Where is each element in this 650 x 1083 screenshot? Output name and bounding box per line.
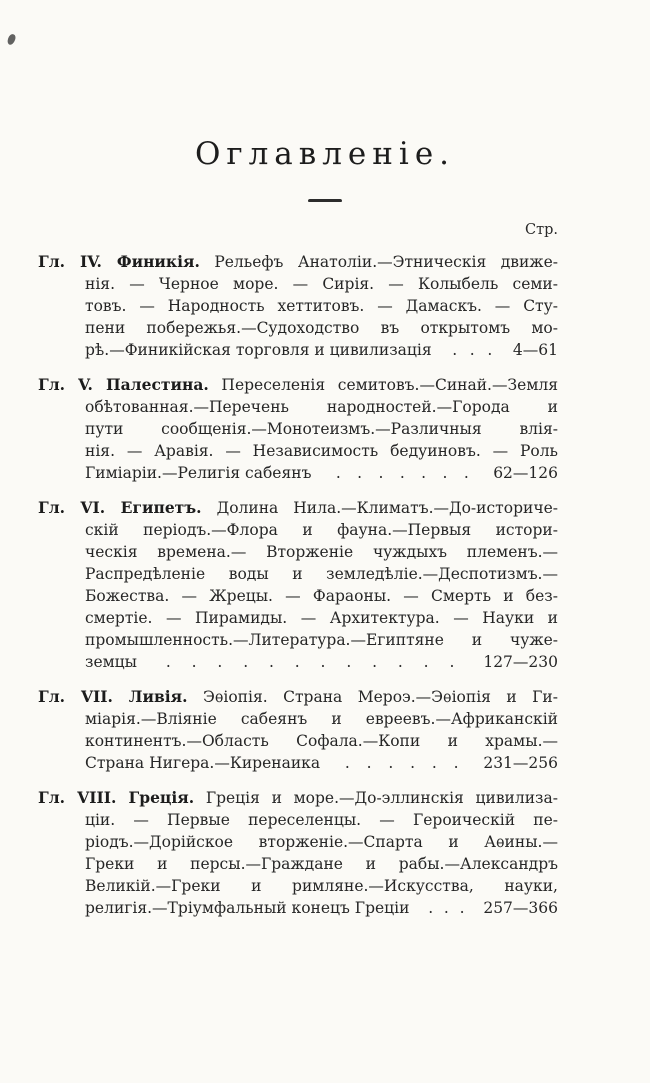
- toc-line: нія. — Черное море. — Сирія. — Колыбель семи-: [85, 275, 558, 293]
- toc-last-line: [38, 897, 558, 919]
- text-block: [38, 222, 558, 919]
- leader-dot: .: [452, 341, 458, 359]
- page-range: 62—126: [493, 464, 558, 482]
- dot-leaders: [417, 897, 475, 919]
- dot-leaders: [328, 752, 475, 774]
- title-divider: [308, 199, 342, 202]
- leader-dot: .: [428, 899, 434, 917]
- leader-dot: .: [397, 653, 403, 671]
- chapter-heading: Гл. VII. Ливія.: [38, 687, 188, 706]
- toc-line: пени побережья.—Судоходство въ открытомъ мо-: [85, 319, 558, 337]
- leader-dot: .: [268, 653, 274, 671]
- leader-dot: .: [487, 341, 493, 359]
- leader-dot: .: [421, 464, 427, 482]
- leader-dot: .: [378, 464, 384, 482]
- leader-dot: .: [423, 653, 429, 671]
- toc-line: промышленность.—Литература.—Египтяне и чуже-: [85, 631, 558, 649]
- leader-dot: .: [344, 754, 350, 772]
- leader-dot: .: [191, 653, 197, 671]
- chapter-heading: Гл. V. Палестина.: [38, 375, 209, 394]
- toc-last-line: [38, 462, 558, 484]
- toc-entry: [38, 251, 558, 361]
- leader-dot: .: [388, 754, 394, 772]
- page-title: Оглавленіе.: [194, 136, 456, 172]
- toc-line-text: Страна Нигера.—Киренаика: [85, 754, 321, 772]
- toc-line: пути сообщенія.—Монотеизмъ.—Различныя влія-: [85, 420, 558, 438]
- leader-dot: .: [459, 899, 465, 917]
- toc-line-text: религія.—Тріумфальный конецъ Греціи: [85, 899, 410, 917]
- leader-dot: .: [463, 464, 469, 482]
- page-range: 127—230: [483, 653, 558, 671]
- leader-dot: .: [217, 653, 223, 671]
- toc-line: обѣтованная.—Перечень народностей.—Города и: [85, 398, 558, 416]
- toc-line: Гл. VII. Ливія. Эѳіопія. Страна Мероэ.—Эѳіопія и Ги-: [38, 687, 558, 706]
- page-range: 4—61: [512, 341, 558, 359]
- toc-line: смертіе. — Пирамиды. — Архитектура. — Науки и: [85, 609, 558, 627]
- toc-line: Распредѣленіе воды и земледѣліе.—Деспотизмъ.—: [85, 565, 558, 583]
- chapter-heading: Гл. VIII. Греція.: [38, 788, 195, 807]
- leader-dot: .: [357, 464, 363, 482]
- toc-entry: [38, 497, 558, 673]
- leader-dot: .: [320, 653, 326, 671]
- toc-line: скій періодъ.—Флора и фауна.—Первыя истори-: [85, 521, 558, 539]
- toc-line-text: земцы: [85, 653, 137, 671]
- dot-leaders: [145, 651, 475, 673]
- leader-dot: .: [469, 341, 475, 359]
- toc-line: ціи. — Первые переселенцы. — Героическій пе-: [85, 811, 558, 829]
- toc-line: Гл. VIII. Греція. Греція и море.—До-эллинскія цивилиза-: [38, 788, 558, 807]
- toc-line: товъ. — Народность хеттитовъ. — Дамаскъ. — Сту-: [85, 297, 558, 315]
- toc-line: Великій.—Греки и римляне.—Искусства, науки,: [85, 877, 558, 895]
- toc-line: Гл. VI. Египетъ. Долина Нила.—Климатъ.—До-историче-: [38, 498, 558, 517]
- toc-entry: [38, 374, 558, 484]
- leader-dot: .: [399, 464, 405, 482]
- toc-line-text: рѣ.—Финикійская торговля и цивилизація: [85, 341, 432, 359]
- toc-last-line: [38, 651, 558, 673]
- chapter-heading: Гл. VI. Египетъ.: [38, 498, 202, 517]
- toc-entry: [38, 787, 558, 919]
- leader-dot: .: [243, 653, 249, 671]
- toc-last-line: [38, 339, 558, 361]
- leader-dot: .: [294, 653, 300, 671]
- leader-dot: .: [366, 754, 372, 772]
- table-of-contents: [38, 251, 558, 919]
- dot-leaders: [319, 462, 485, 484]
- leader-dot: .: [453, 754, 459, 772]
- leader-dot: .: [443, 899, 449, 917]
- leader-dot: .: [431, 754, 437, 772]
- toc-line: ческія времена.— Вторженіе чуждыхъ племенъ.—: [85, 543, 558, 561]
- leader-dot: .: [335, 464, 341, 482]
- leader-dot: .: [165, 653, 171, 671]
- leader-dot: .: [372, 653, 378, 671]
- leader-dot: .: [449, 653, 455, 671]
- page-range: 257—366: [483, 899, 558, 917]
- toc-line-text: Гиміаріи.—Религія сабеянъ: [85, 464, 312, 482]
- page-range: 231—256: [483, 754, 558, 772]
- toc-entry: [38, 686, 558, 774]
- toc-line: міарія.—Вліяніе сабеянъ и евреевъ.—Африканскій: [85, 710, 558, 728]
- toc-line: ріодъ.—Дорійское вторженіе.—Спарта и Аѳины.—: [85, 833, 558, 851]
- toc-line: Гл. V. Палестина. Переселенія семитовъ.—Синай.—Земля: [38, 375, 558, 394]
- toc-line: Греки и персы.—Граждане и рабы.—Александръ: [85, 855, 558, 873]
- leader-dot: .: [410, 754, 416, 772]
- leader-dot: .: [346, 653, 352, 671]
- page-column-header: Стр.: [524, 222, 558, 238]
- leader-dot: .: [442, 464, 448, 482]
- toc-line: нія. — Аравія. — Независимость бедуиновъ. — Роль: [85, 442, 558, 460]
- toc-line: континентъ.—Область Софала.—Копи и храмы.—: [85, 732, 558, 750]
- dot-leaders: [440, 339, 505, 361]
- toc-line: Божества. — Жрецы. — Фараоны. — Смерть и без-: [85, 587, 558, 605]
- toc-line: Гл. IV. Финикія. Рельефъ Анатоліи.—Этническія движе-: [38, 252, 558, 271]
- chapter-heading: Гл. IV. Финикія.: [38, 252, 200, 271]
- toc-last-line: [38, 752, 558, 774]
